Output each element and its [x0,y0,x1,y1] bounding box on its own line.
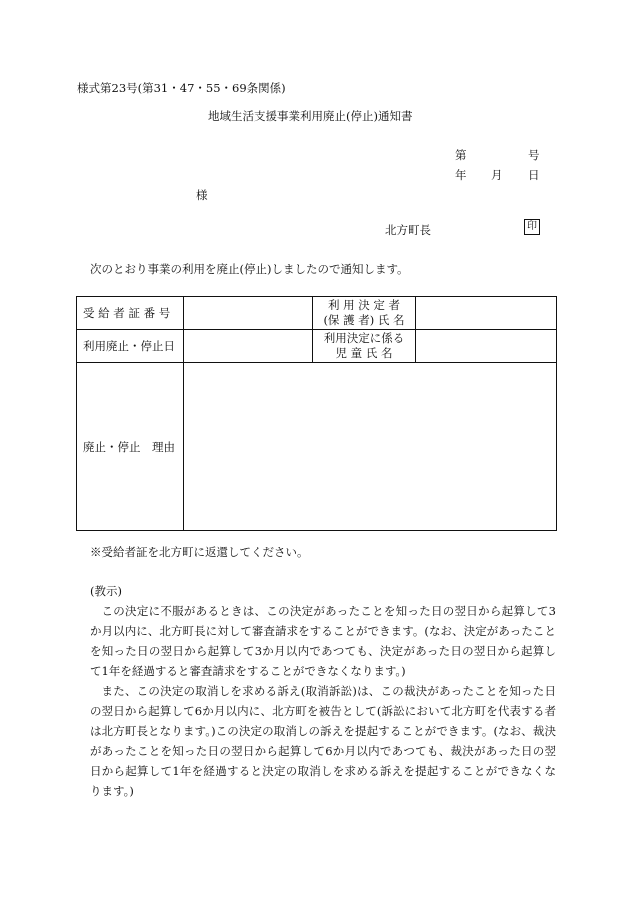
decision-holder-label [313,297,416,330]
end-date-label: 利用廃止・停止日 [77,330,184,363]
issuer-name: 北方町長 [385,223,431,237]
child-name-label-line2: 児 童 氏 名 [335,346,393,360]
date-year-label: 年 [455,168,467,182]
date-day-label: 日 [528,168,540,182]
decision-holder-label-line1: 利 用 決 定 者 [327,298,401,312]
date-month-label: 月 [491,168,503,182]
recipient-number-field[interactable] [184,297,313,330]
addressee-honorific: 様 [196,188,208,202]
instructions-paragraph-2: また、この決定の取消しを求める訴え(取消訴訟)は、この裁決があったことを知った日の翌日から起算して6か月以内に、北方町を被告として(訴訟において北方町を代表する者は北方町長となります。)この決定の取消しの訴えを提起することができます。(なお、裁決があったことを知った日の翌日から起算して6か月以内であつても、裁決があった日の翌日から起算して1年を経過すると決定の取消しを求める訴えを提起することができなくなります。) [90,684,556,798]
table-row [77,363,557,531]
reason-field[interactable] [184,363,557,531]
table-row [77,330,557,363]
table-row [77,297,557,330]
instructions-heading: (教示) [90,584,122,598]
instructions-body [90,601,556,801]
child-name-label [313,330,416,363]
document-title: 地域生活支援事業利用廃止(停止)通知書 [208,109,413,123]
seal-stamp: 印 [524,219,540,235]
child-name-label-line1: 利用決定に係る [323,331,405,345]
intro-text: 次のとおり事業の利用を廃止(停止)しましたので通知します。 [90,262,409,276]
return-note: ※受給者証を北方町に返還してください。 [90,545,309,559]
end-date-field[interactable] [184,330,313,363]
child-name-field[interactable] [416,330,557,363]
form-number: 様式第23号(第31・47・55・69条関係) [77,81,286,95]
decision-holder-label-line2: (保 護 者) 氏 名 [323,313,405,327]
instructions-paragraph-1: この決定に不服があるときは、この決定があったことを知った日の翌日から起算して3か月以内に、北方町長に対して審査請求をすることができます。(なお、決定があったことを知った日の翌日から起算して3か月以内であつても、決定があった日の翌日から起算して1年を経過すると審査請求をすることができなくなります。) [90,604,556,678]
reason-label: 廃止・停止 理由 [77,363,184,531]
recipient-number-label: 受 給 者 証 番 号 [77,297,184,330]
info-table [76,296,557,531]
document-number-suffix: 号 [528,148,540,162]
document-number-prefix: 第 [455,148,467,162]
decision-holder-field[interactable] [416,297,557,330]
